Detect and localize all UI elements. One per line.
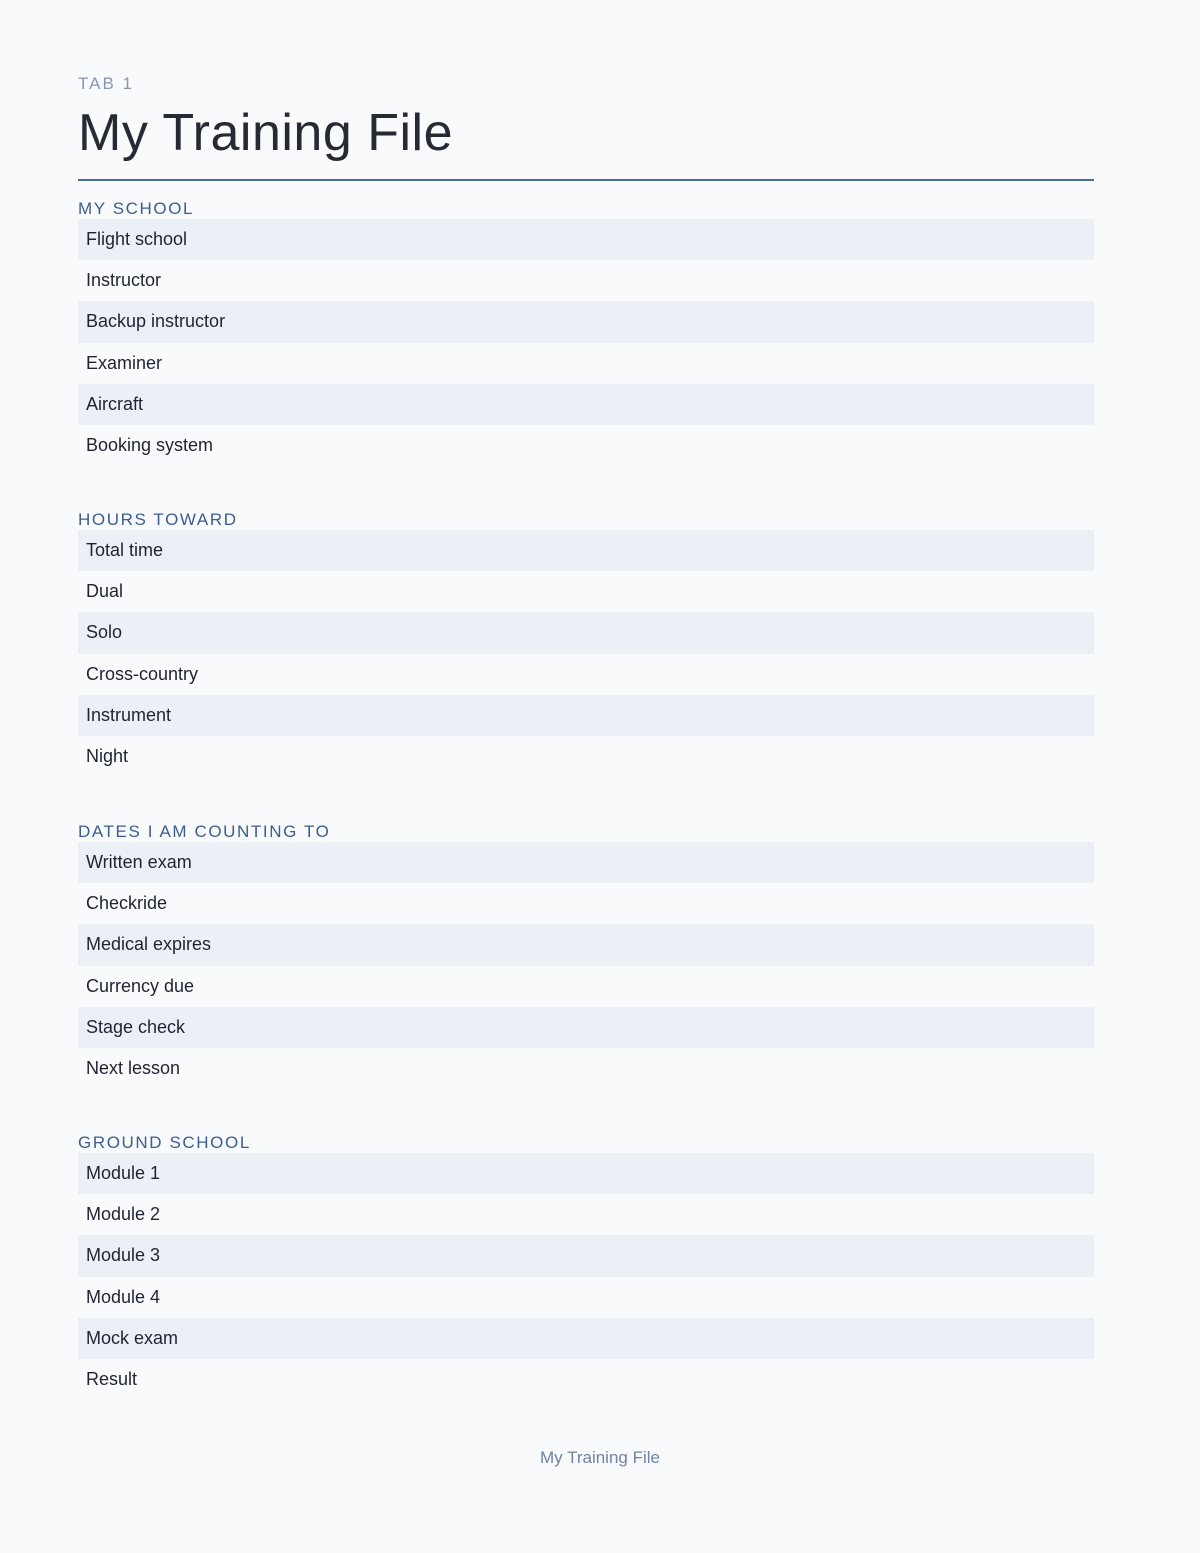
field-row: Night [86,746,129,767]
field-row: Instructor [86,270,162,291]
field-row: Backup instructor [78,301,1094,342]
page-footer: My Training File [540,1448,660,1467]
field-list [78,842,1094,1089]
field-row: Module 1 [78,1153,1094,1194]
field-list [78,530,1094,777]
field-row: Dual [86,581,124,602]
section-dates-counting-to [78,822,1094,1089]
field-row: Next lesson [86,1058,181,1079]
field-list [78,1153,1094,1400]
field-row: Result [86,1369,138,1390]
section-title: HOURS TOWARD [78,510,238,529]
section-title: MY SCHOOL [78,199,195,218]
field-row: Booking system [86,435,214,456]
section-title: DATES I AM COUNTING TO [78,822,331,841]
field-row: Module 4 [86,1286,161,1307]
section-my-school [78,199,1094,466]
field-row: Medical expires [78,924,1094,965]
section-ground-school [78,1133,1094,1400]
page-title: My Training File [78,104,453,162]
field-row: Instrument [78,695,1094,736]
field-row: Written exam [78,842,1094,883]
field-row: Examiner [86,352,163,373]
field-row: Solo [78,612,1094,653]
field-row: Currency due [86,975,195,996]
tab-label: TAB 1 [78,74,134,93]
field-row: Flight school [78,219,1094,260]
field-list [78,219,1094,466]
field-row: Module 3 [78,1235,1094,1276]
section-hours-toward [78,510,1094,777]
field-row: Stage check [78,1007,1094,1048]
field-row: Aircraft [78,384,1094,425]
section-title: GROUND SCHOOL [78,1133,251,1152]
title-divider [78,179,1094,181]
field-row: Mock exam [78,1318,1094,1359]
field-row: Module 2 [86,1204,161,1225]
field-row: Total time [78,530,1094,571]
field-row: Checkride [86,893,168,914]
field-row: Cross-country [86,663,199,684]
